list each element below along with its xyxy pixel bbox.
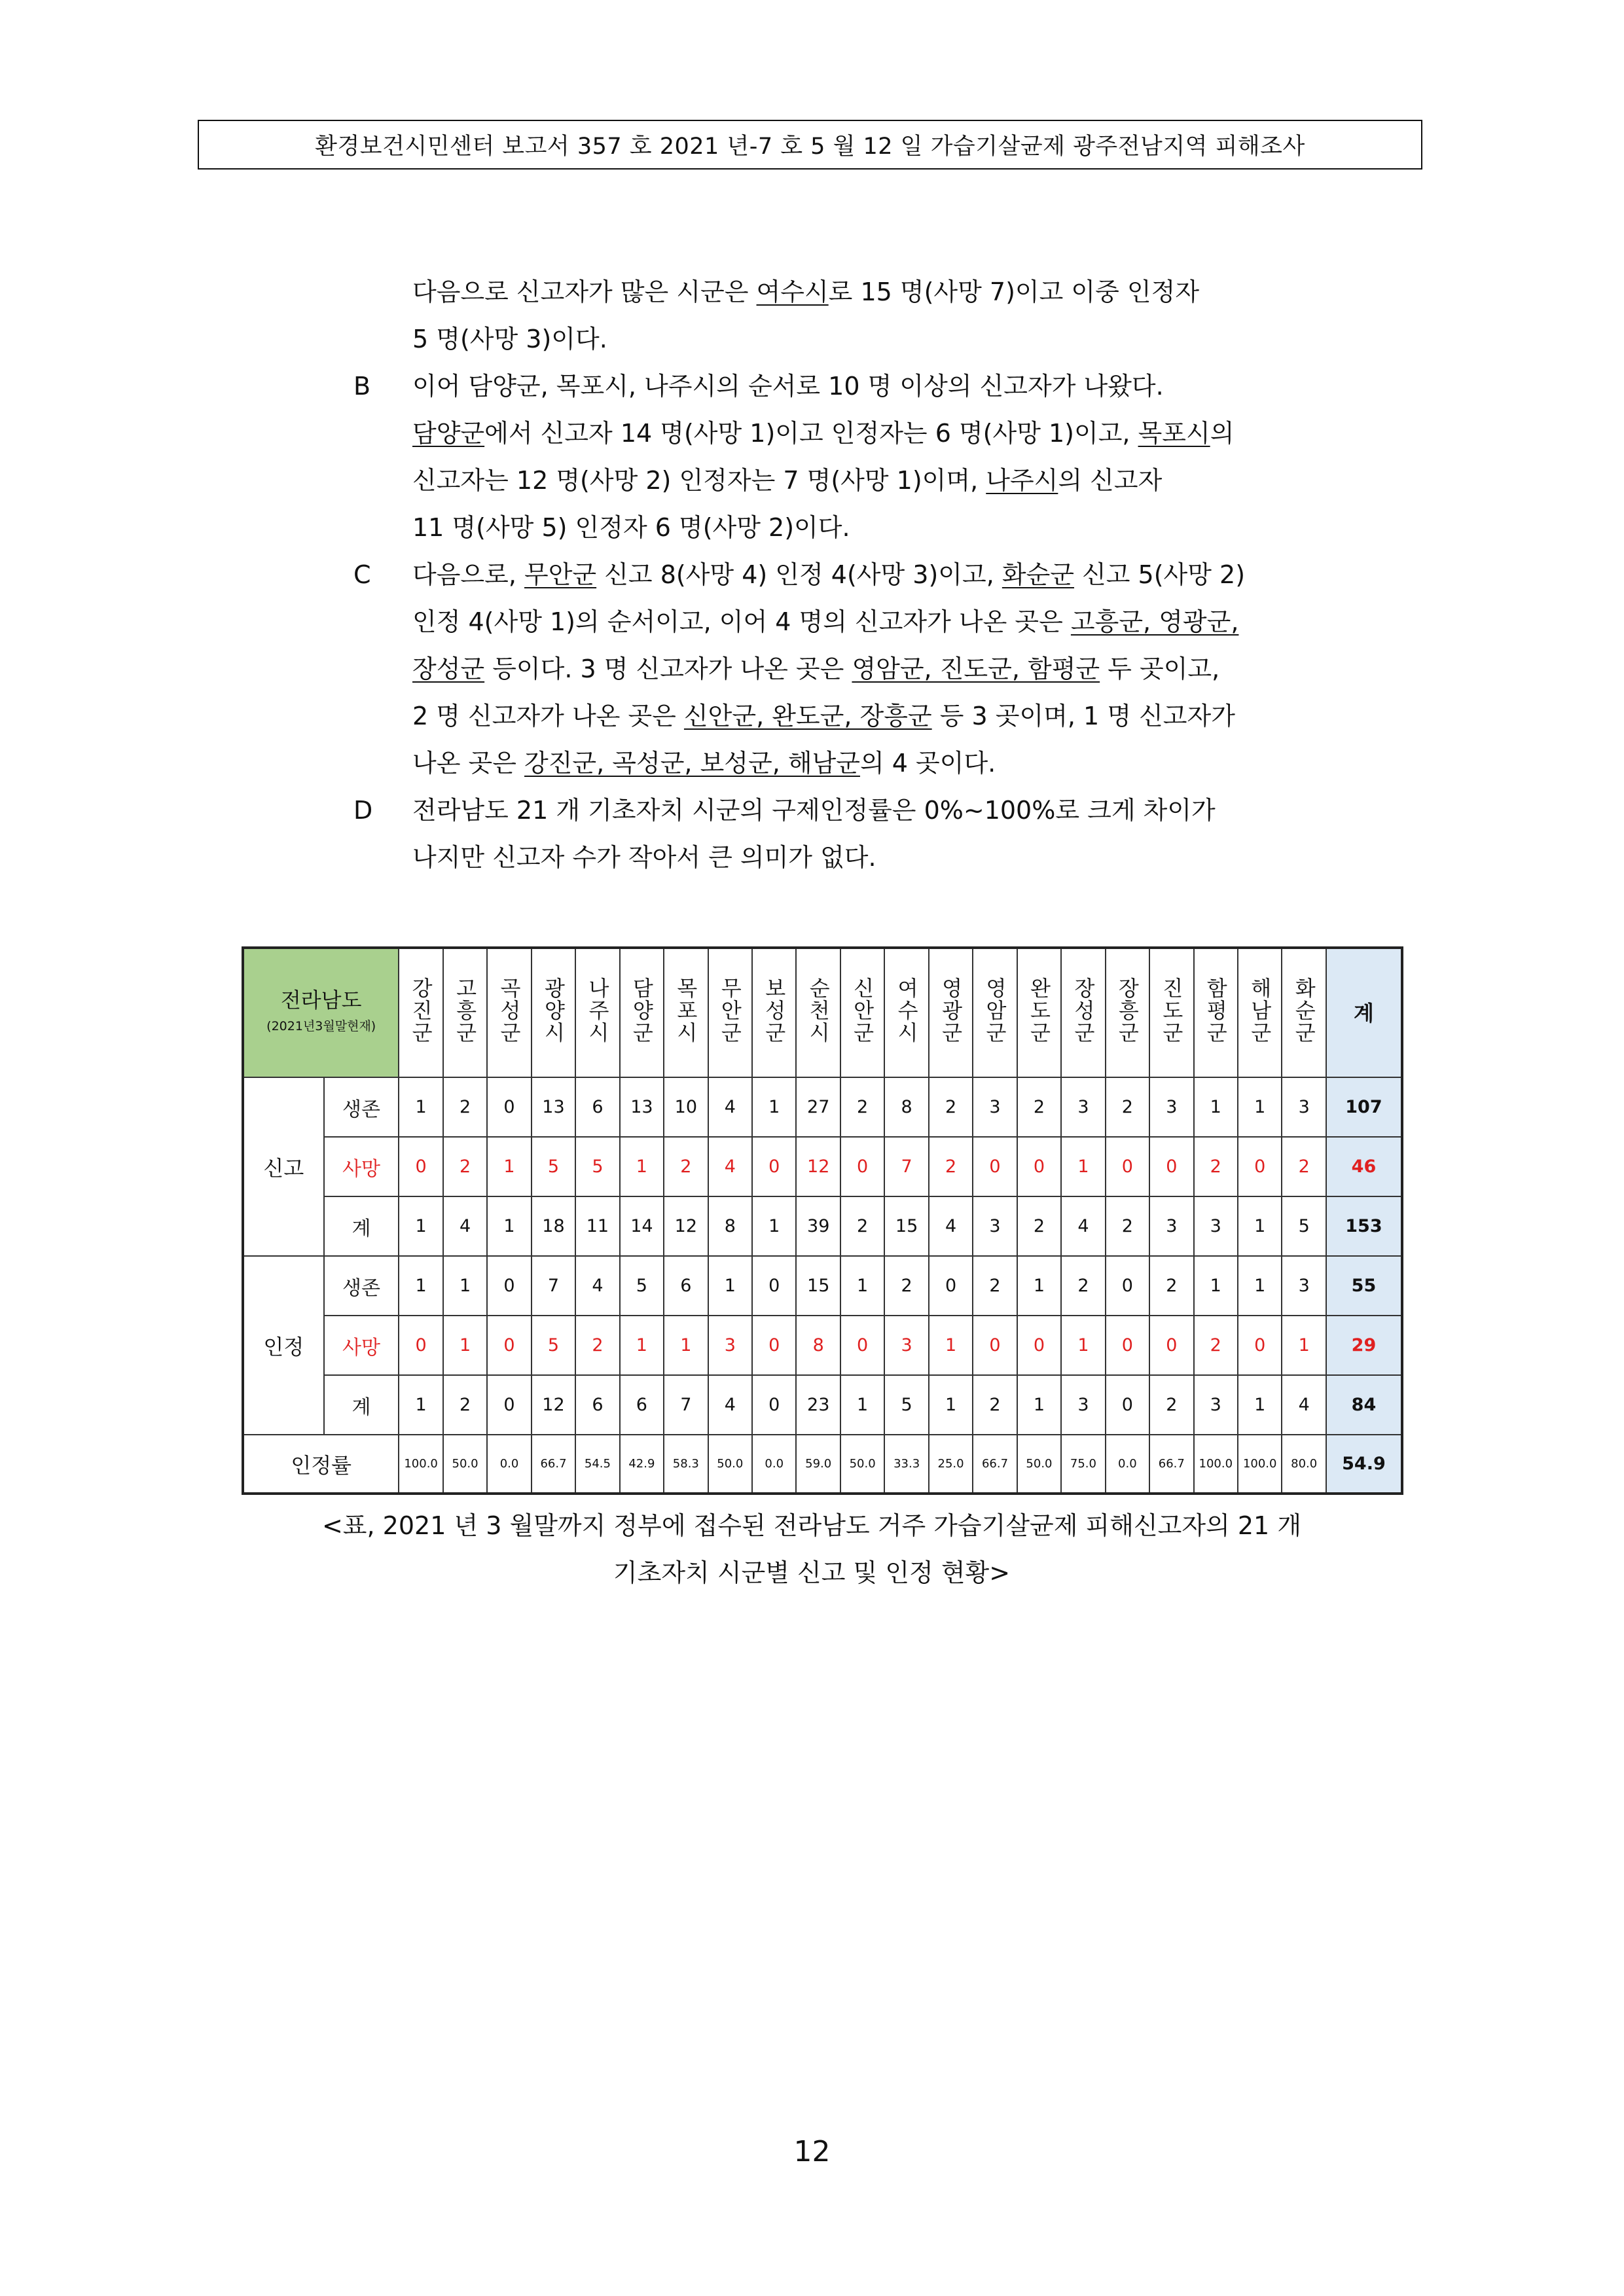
column-header [532,948,575,1077]
row-total-cell: 29 [1326,1316,1402,1375]
column-header-label: 나주시 [585,977,610,1044]
table-cell: 0 [1106,1137,1149,1196]
table-cell: 1 [840,1256,884,1316]
page-number: 12 [793,2135,831,2168]
list-marker [353,315,412,363]
column-header-label: 진도군 [1159,977,1184,1044]
text-segment: 전라남도 21 개 기초자치 시군의 구제인정률은 0%~100%로 크게 차이가 [412,796,1216,825]
table-cell: 10 [664,1077,708,1137]
table-cell: 12 [532,1375,575,1435]
table-cell: 2 [1061,1256,1105,1316]
table-cell: 1 [1282,1316,1326,1375]
rate-row [243,1435,1402,1494]
table-cell: 0 [1106,1256,1149,1316]
underlined-region-name: 여수시 [756,278,829,306]
text-segment: 에서 신고자 14 명(사망 1)이고 인정자는 6 명(사망 1)이고, [484,419,1138,448]
text-line [353,504,1414,551]
rate-cell: 42.9 [620,1435,664,1494]
table-cell: 2 [1282,1137,1326,1196]
table-cell: 39 [796,1196,840,1256]
table-cell: 3 [1194,1196,1238,1256]
table-cell: 0 [1017,1316,1061,1375]
rate-cell: 80.0 [1282,1435,1326,1494]
underlined-region-name: 무안군 [524,560,597,589]
text-segment: 신고자는 12 명(사망 2) 인정자는 7 명(사망 1)이며, [412,466,986,495]
text-segment: 신고 5(사망 2) [1074,560,1246,589]
line-text [412,692,1235,740]
underlined-region-name: 화순군 [1001,560,1074,589]
table-cell: 1 [840,1375,884,1435]
table-cell: 2 [973,1256,1017,1316]
jeonnam-damage-table [242,946,1403,1495]
table-cell: 4 [929,1196,973,1256]
table-cell: 2 [1017,1077,1061,1137]
table-cell: 6 [575,1077,619,1137]
list-marker: C [353,560,371,589]
row-group-label: 신고 [243,1077,324,1256]
column-header [1106,948,1149,1077]
table-row [243,1316,1402,1375]
table-cell: 0 [1149,1137,1193,1196]
table-cell: 3 [1282,1256,1326,1316]
list-marker [353,645,412,692]
list-marker: B [353,372,371,401]
rate-cell: 66.7 [532,1435,575,1494]
line-text [412,457,1162,504]
table-cell: 6 [664,1256,708,1316]
column-header-label: 해남군 [1247,977,1272,1044]
column-header [752,948,796,1077]
line-text [412,834,876,881]
list-marker [353,410,412,457]
table-cell: 2 [575,1316,619,1375]
line-text [412,410,1234,457]
column-header [575,948,619,1077]
table-cell: 0 [929,1256,973,1316]
column-header [399,948,442,1077]
column-header-label: 영암군 [983,977,1007,1044]
table-cell: 5 [1282,1196,1326,1256]
table-cell: 1 [929,1375,973,1435]
column-header [1017,948,1061,1077]
text-line [353,410,1414,457]
column-header [929,948,973,1077]
list-marker [353,457,412,504]
line-text [412,551,1245,598]
table-cell: 4 [708,1077,752,1137]
table-cell: 1 [664,1316,708,1375]
table-header-row [243,948,1402,1077]
table-cell: 1 [399,1375,442,1435]
table-cell: 5 [884,1375,928,1435]
text-segment: 신고 8(사망 4) 인정 4(사망 3)이고, [596,560,1002,589]
text-segment: 다음으로 신고자가 많은 시군은 [412,278,757,306]
table-cell: 3 [884,1316,928,1375]
table-cell: 0 [399,1316,442,1375]
table-cell: 3 [1149,1077,1193,1137]
row-total-cell: 46 [1326,1137,1402,1196]
table-cell: 4 [575,1256,619,1316]
column-header-label: 강진군 [408,977,434,1044]
table-cell: 2 [664,1137,708,1196]
rate-cell: 0.0 [752,1435,796,1494]
column-header [1238,948,1282,1077]
underlined-region-name: 목포시 [1138,419,1210,448]
rate-total-cell: 54.9 [1326,1435,1402,1494]
table-cell: 1 [752,1077,796,1137]
text-segment: 의 신고자 [1058,466,1163,495]
table-cell: 2 [929,1137,973,1196]
rate-cell: 54.5 [575,1435,619,1494]
text-segment: 인정 4(사망 1)의 순서이고, 이어 4 명의 신고자가 나온 곳은 [412,607,1071,636]
rate-cell: 50.0 [840,1435,884,1494]
table-cell: 2 [884,1256,928,1316]
rate-cell: 100.0 [399,1435,442,1494]
table-corner-cell [243,948,399,1077]
table-cell: 1 [399,1077,442,1137]
table-cell: 3 [1149,1196,1193,1256]
report-header-text: 환경보건시민센터 보고서 357 호 2021 년-7 호 5 월 12 일 가습기살균제 광주전남지역 피해조사 [315,134,1305,160]
column-header [1194,948,1238,1077]
text-line [353,645,1414,692]
total-column-header: 계 [1326,948,1402,1077]
rate-cell: 25.0 [929,1435,973,1494]
text-segment: 로 15 명(사망 7)이고 이중 인정자 [828,278,1200,306]
column-header-label: 화순군 [1291,977,1317,1044]
column-header-label: 장성군 [1070,977,1096,1044]
table-cell: 1 [1238,1196,1282,1256]
text-line [353,315,1414,363]
underlined-region-name: 강진군, 곡성군, 보성군, 해남군 [524,749,860,778]
underlined-region-name: 영암군, 진도군, 함평군 [852,655,1100,683]
rate-cell: 50.0 [443,1435,487,1494]
table-cell: 3 [1061,1375,1105,1435]
table-row [243,1137,1402,1196]
table-cell: 0 [973,1316,1017,1375]
row-label: 생존 [324,1256,399,1316]
column-header [487,948,531,1077]
row-total-cell: 84 [1326,1375,1402,1435]
table-cell: 12 [664,1196,708,1256]
table-cell: 2 [840,1077,884,1137]
table-cell: 1 [1194,1077,1238,1137]
table-cell: 6 [575,1375,619,1435]
text-segment: 두 곳이고, [1100,655,1220,683]
column-header [620,948,664,1077]
line-text [412,504,850,551]
table-cell: 4 [443,1196,487,1256]
text-segment: 나온 곳은 [412,749,524,778]
text-segment: 등 3 곳이며, 1 명 신고자가 [931,702,1235,730]
list-marker: D [353,796,373,825]
table-cell: 1 [399,1196,442,1256]
table-cell: 0 [973,1137,1017,1196]
text-line [353,457,1414,504]
table-cell: 13 [620,1077,664,1137]
table-cell: 7 [664,1375,708,1435]
table-row [243,1256,1402,1316]
column-header-label: 광양시 [541,977,566,1044]
rate-cell: 0.0 [1106,1435,1149,1494]
table-cell: 3 [1194,1375,1238,1435]
column-header [973,948,1017,1077]
table-cell: 4 [708,1375,752,1435]
rate-cell: 59.0 [796,1435,840,1494]
table-cell: 5 [532,1137,575,1196]
table-cell: 0 [487,1077,531,1137]
table-cell: 1 [1238,1077,1282,1137]
line-text [412,315,607,363]
text-segment: 5 명(사망 3)이다. [412,325,607,353]
table-cell: 15 [796,1256,840,1316]
table-cell: 1 [929,1316,973,1375]
table-cell: 2 [443,1137,487,1196]
rate-cell: 100.0 [1238,1435,1282,1494]
table-cell: 2 [1194,1316,1238,1375]
column-header-label: 무안군 [717,977,743,1044]
line-text [412,787,1216,834]
corner-subtitle: (2021년3월말현재) [266,1018,376,1033]
rate-row-label: 인정률 [243,1435,399,1494]
table-cell: 1 [399,1256,442,1316]
table-cell: 3 [1282,1077,1326,1137]
table-row [243,1375,1402,1435]
table-cell: 2 [929,1077,973,1137]
underlined-region-name: 고흥군, 영광군, [1070,607,1239,636]
underlined-region-name: 담양군 [412,419,485,448]
caption-line: 기초자치 시군별 신고 및 인정 현황> [613,1558,1011,1587]
corner-title: 전라남도 [280,987,362,1013]
column-header [796,948,840,1077]
column-header-label: 여수시 [894,977,920,1044]
text-line [353,598,1414,645]
text-line [353,740,1414,787]
table-cell: 0 [1238,1137,1282,1196]
table-row [243,1196,1402,1256]
underlined-region-name: 장성군 [412,655,485,683]
report-header [198,120,1422,170]
rate-cell: 33.3 [884,1435,928,1494]
column-header-label: 보성군 [761,977,787,1044]
text-segment: 다음으로, [412,560,524,589]
table-cell: 15 [884,1196,928,1256]
text-segment: 등이다. 3 명 신고자가 나온 곳은 [484,655,852,683]
table-cell: 7 [884,1137,928,1196]
column-header [1282,948,1326,1077]
table-cell: 1 [620,1316,664,1375]
table-cell: 0 [1238,1316,1282,1375]
table-cell: 2 [840,1196,884,1256]
column-header [840,948,884,1077]
text-line [353,834,1414,881]
column-header-label: 순천시 [806,977,831,1044]
table-cell: 1 [1238,1256,1282,1316]
table-cell: 1 [487,1137,531,1196]
row-label: 사망 [324,1316,399,1375]
list-marker [353,504,412,551]
column-header-label: 영광군 [938,977,964,1044]
table-cell: 5 [620,1256,664,1316]
table-cell: 0 [1149,1316,1193,1375]
rate-cell: 75.0 [1061,1435,1105,1494]
table-cell: 12 [796,1137,840,1196]
line-text [412,598,1238,645]
table-cell: 3 [973,1077,1017,1137]
table-cell: 2 [1194,1137,1238,1196]
column-header [1149,948,1193,1077]
table-cell: 8 [884,1077,928,1137]
text-line [353,551,1414,598]
table-cell: 2 [443,1375,487,1435]
column-header-label: 장흥군 [1115,977,1140,1044]
column-header-label: 목포시 [673,977,698,1044]
column-header-label: 완도군 [1026,977,1052,1044]
table-cell: 0 [752,1256,796,1316]
row-total-cell: 55 [1326,1256,1402,1316]
text-line [353,363,1414,410]
table-cell: 0 [487,1316,531,1375]
table-cell: 18 [532,1196,575,1256]
table-cell: 0 [399,1137,442,1196]
text-line [353,692,1414,740]
table-cell: 1 [1061,1316,1105,1375]
table-cell: 1 [1238,1375,1282,1435]
table-cell: 1 [708,1256,752,1316]
table-cell: 0 [1106,1316,1149,1375]
rate-cell: 66.7 [1149,1435,1193,1494]
table-cell: 1 [443,1316,487,1375]
list-marker [353,598,412,645]
table-cell: 1 [620,1137,664,1196]
column-header-label: 담양군 [629,977,655,1044]
line-text [412,740,996,787]
table-cell: 0 [840,1137,884,1196]
table-cell: 1 [1061,1137,1105,1196]
table-cell: 4 [1282,1375,1326,1435]
table-cell: 6 [620,1375,664,1435]
underlined-region-name: 신안군, 완도군, 장흥군 [683,702,932,730]
rate-cell: 0.0 [487,1435,531,1494]
table-cell: 1 [443,1256,487,1316]
row-label: 생존 [324,1077,399,1137]
table-cell: 13 [532,1077,575,1137]
text-segment: 의 4 곳이다. [859,749,996,778]
text-segment: 의 [1210,419,1235,448]
line-text [412,268,1199,315]
table-cell: 27 [796,1077,840,1137]
line-text [412,645,1219,692]
table-cell: 0 [1106,1375,1149,1435]
table-cell: 0 [752,1316,796,1375]
table-cell: 2 [1149,1256,1193,1316]
table-cell: 2 [973,1375,1017,1435]
table-cell: 2 [443,1077,487,1137]
underlined-region-name: 나주시 [986,466,1058,495]
table-cell: 1 [752,1196,796,1256]
text-segment: 나지만 신고자 수가 작아서 큰 의미가 없다. [412,843,876,872]
table-cell: 4 [708,1137,752,1196]
column-header-label: 고흥군 [452,977,478,1044]
table-cell: 7 [532,1256,575,1316]
table-cell: 0 [752,1375,796,1435]
table-cell: 8 [708,1196,752,1256]
table-cell: 3 [708,1316,752,1375]
text-segment: 2 명 신고자가 나온 곳은 [412,702,684,730]
table-cell: 5 [575,1137,619,1196]
table-row [243,1077,1402,1137]
text-segment: 11 명(사망 5) 인정자 6 명(사망 2)이다. [412,513,850,542]
row-total-cell: 153 [1326,1196,1402,1256]
table-cell: 23 [796,1375,840,1435]
table-cell: 1 [1017,1256,1061,1316]
table-cell: 0 [487,1375,531,1435]
table-cell: 2 [1149,1375,1193,1435]
rate-cell: 100.0 [1194,1435,1238,1494]
table-cell: 11 [575,1196,619,1256]
row-group-label: 인정 [243,1256,324,1435]
rate-cell: 58.3 [664,1435,708,1494]
row-total-cell: 107 [1326,1077,1402,1137]
text-line [353,787,1414,834]
row-label: 계 [324,1196,399,1256]
table-cell: 1 [1017,1375,1061,1435]
rate-cell: 50.0 [708,1435,752,1494]
row-label: 사망 [324,1137,399,1196]
text-line [353,268,1414,315]
table-cell: 14 [620,1196,664,1256]
table-caption [196,1502,1427,1596]
table-cell: 0 [487,1256,531,1316]
column-header [1061,948,1105,1077]
table-cell: 2 [1106,1196,1149,1256]
table-cell: 2 [1017,1196,1061,1256]
table-cell: 8 [796,1316,840,1375]
table-cell: 4 [1061,1196,1105,1256]
table-cell: 0 [752,1137,796,1196]
list-marker [353,268,412,315]
table-cell: 1 [1194,1256,1238,1316]
rate-cell: 66.7 [973,1435,1017,1494]
body-text [353,268,1414,881]
caption-line: <표, 2021 년 3 월말까지 정부에 접수된 전라남도 거주 가습기살균제 피해신고자의 21 개 [321,1511,1302,1540]
row-label: 계 [324,1375,399,1435]
list-marker [353,834,412,881]
table-cell: 3 [973,1196,1017,1256]
text-segment: 이어 담양군, 목포시, 나주시의 순서로 10 명 이상의 신고자가 나왔다. [412,372,1164,401]
rate-cell: 50.0 [1017,1435,1061,1494]
table-cell: 3 [1061,1077,1105,1137]
column-header-label: 곡성군 [497,977,522,1044]
table-cell: 5 [532,1316,575,1375]
table-cell: 0 [840,1316,884,1375]
list-marker [353,740,412,787]
column-header [708,948,752,1077]
table-cell: 2 [1106,1077,1149,1137]
table-cell: 1 [487,1196,531,1256]
column-header-label: 신안군 [850,977,875,1044]
table-cell: 0 [1017,1137,1061,1196]
column-header [443,948,487,1077]
column-header [664,948,708,1077]
column-header-label: 함평군 [1203,977,1229,1044]
column-header [884,948,928,1077]
line-text [412,363,1164,410]
list-marker [353,692,412,740]
